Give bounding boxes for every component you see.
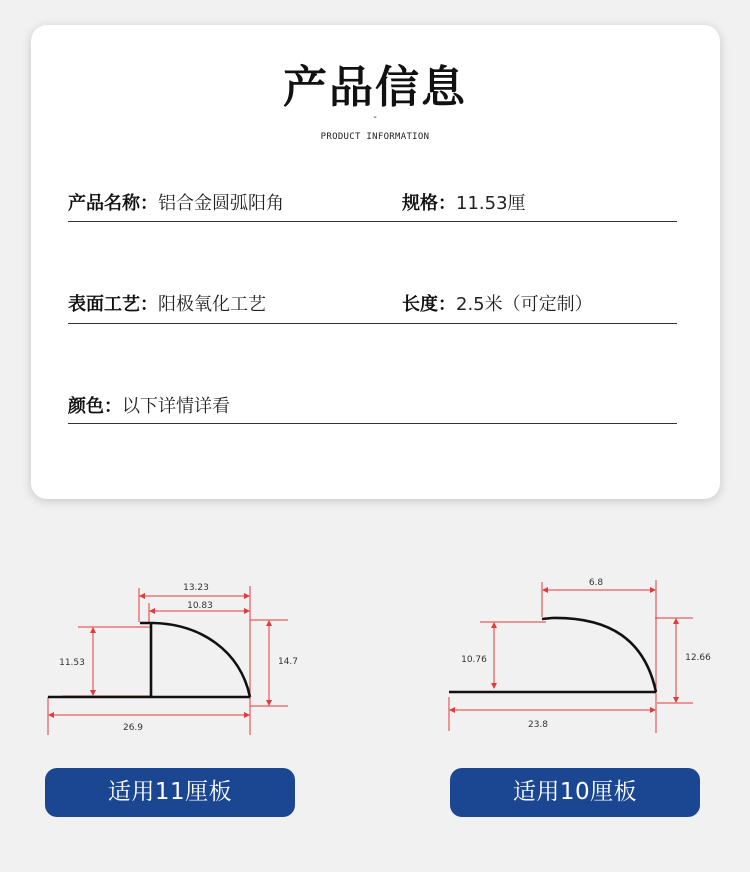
field-value: 2.5米（可定制） <box>456 294 593 315</box>
dimension-label: 14.7 <box>277 657 299 667</box>
field-spec <box>402 192 526 216</box>
page-title: 产品信息 <box>283 62 467 113</box>
title-dash: - <box>373 112 377 123</box>
dimension-arrows <box>449 587 679 713</box>
field-value: 铝合金圆弧阳角 <box>158 193 284 214</box>
field-label: 表面工艺： <box>68 294 158 315</box>
profile-diagram-10 <box>375 560 750 750</box>
field-value: 以下详情详看 <box>122 396 230 417</box>
field-value: 11.53厘 <box>456 193 526 214</box>
fits-11mm-board-button[interactable]: 适用11厘板 <box>45 768 295 817</box>
field-surface-finish <box>68 293 266 317</box>
divider <box>68 323 677 324</box>
dimension-label: 10.76 <box>461 655 487 665</box>
field-label: 产品名称： <box>68 193 158 214</box>
dimension-label: 13.23 <box>183 583 209 593</box>
dimension-arrows <box>48 593 272 718</box>
field-value: 阳极氧化工艺 <box>158 294 266 315</box>
dimension-label: 11.53 <box>59 658 85 668</box>
field-label: 颜色： <box>68 396 122 417</box>
divider <box>68 221 677 222</box>
page-subtitle: PRODUCT INFORMATION <box>320 132 430 142</box>
divider <box>68 423 677 424</box>
field-color <box>68 395 230 419</box>
dimension-label: 26.9 <box>122 723 144 733</box>
profile-diagram-11 <box>0 560 375 750</box>
field-length <box>402 293 593 317</box>
fits-10mm-board-button[interactable]: 适用10厘板 <box>450 768 700 817</box>
field-label: 规格： <box>402 193 456 214</box>
dimension-label: 23.8 <box>527 720 549 730</box>
dimension-label: 12.66 <box>685 653 711 663</box>
dimension-label: 10.83 <box>187 601 213 611</box>
field-product-name <box>68 192 284 216</box>
dimension-label: 6.8 <box>588 578 604 588</box>
field-label: 长度： <box>402 294 456 315</box>
